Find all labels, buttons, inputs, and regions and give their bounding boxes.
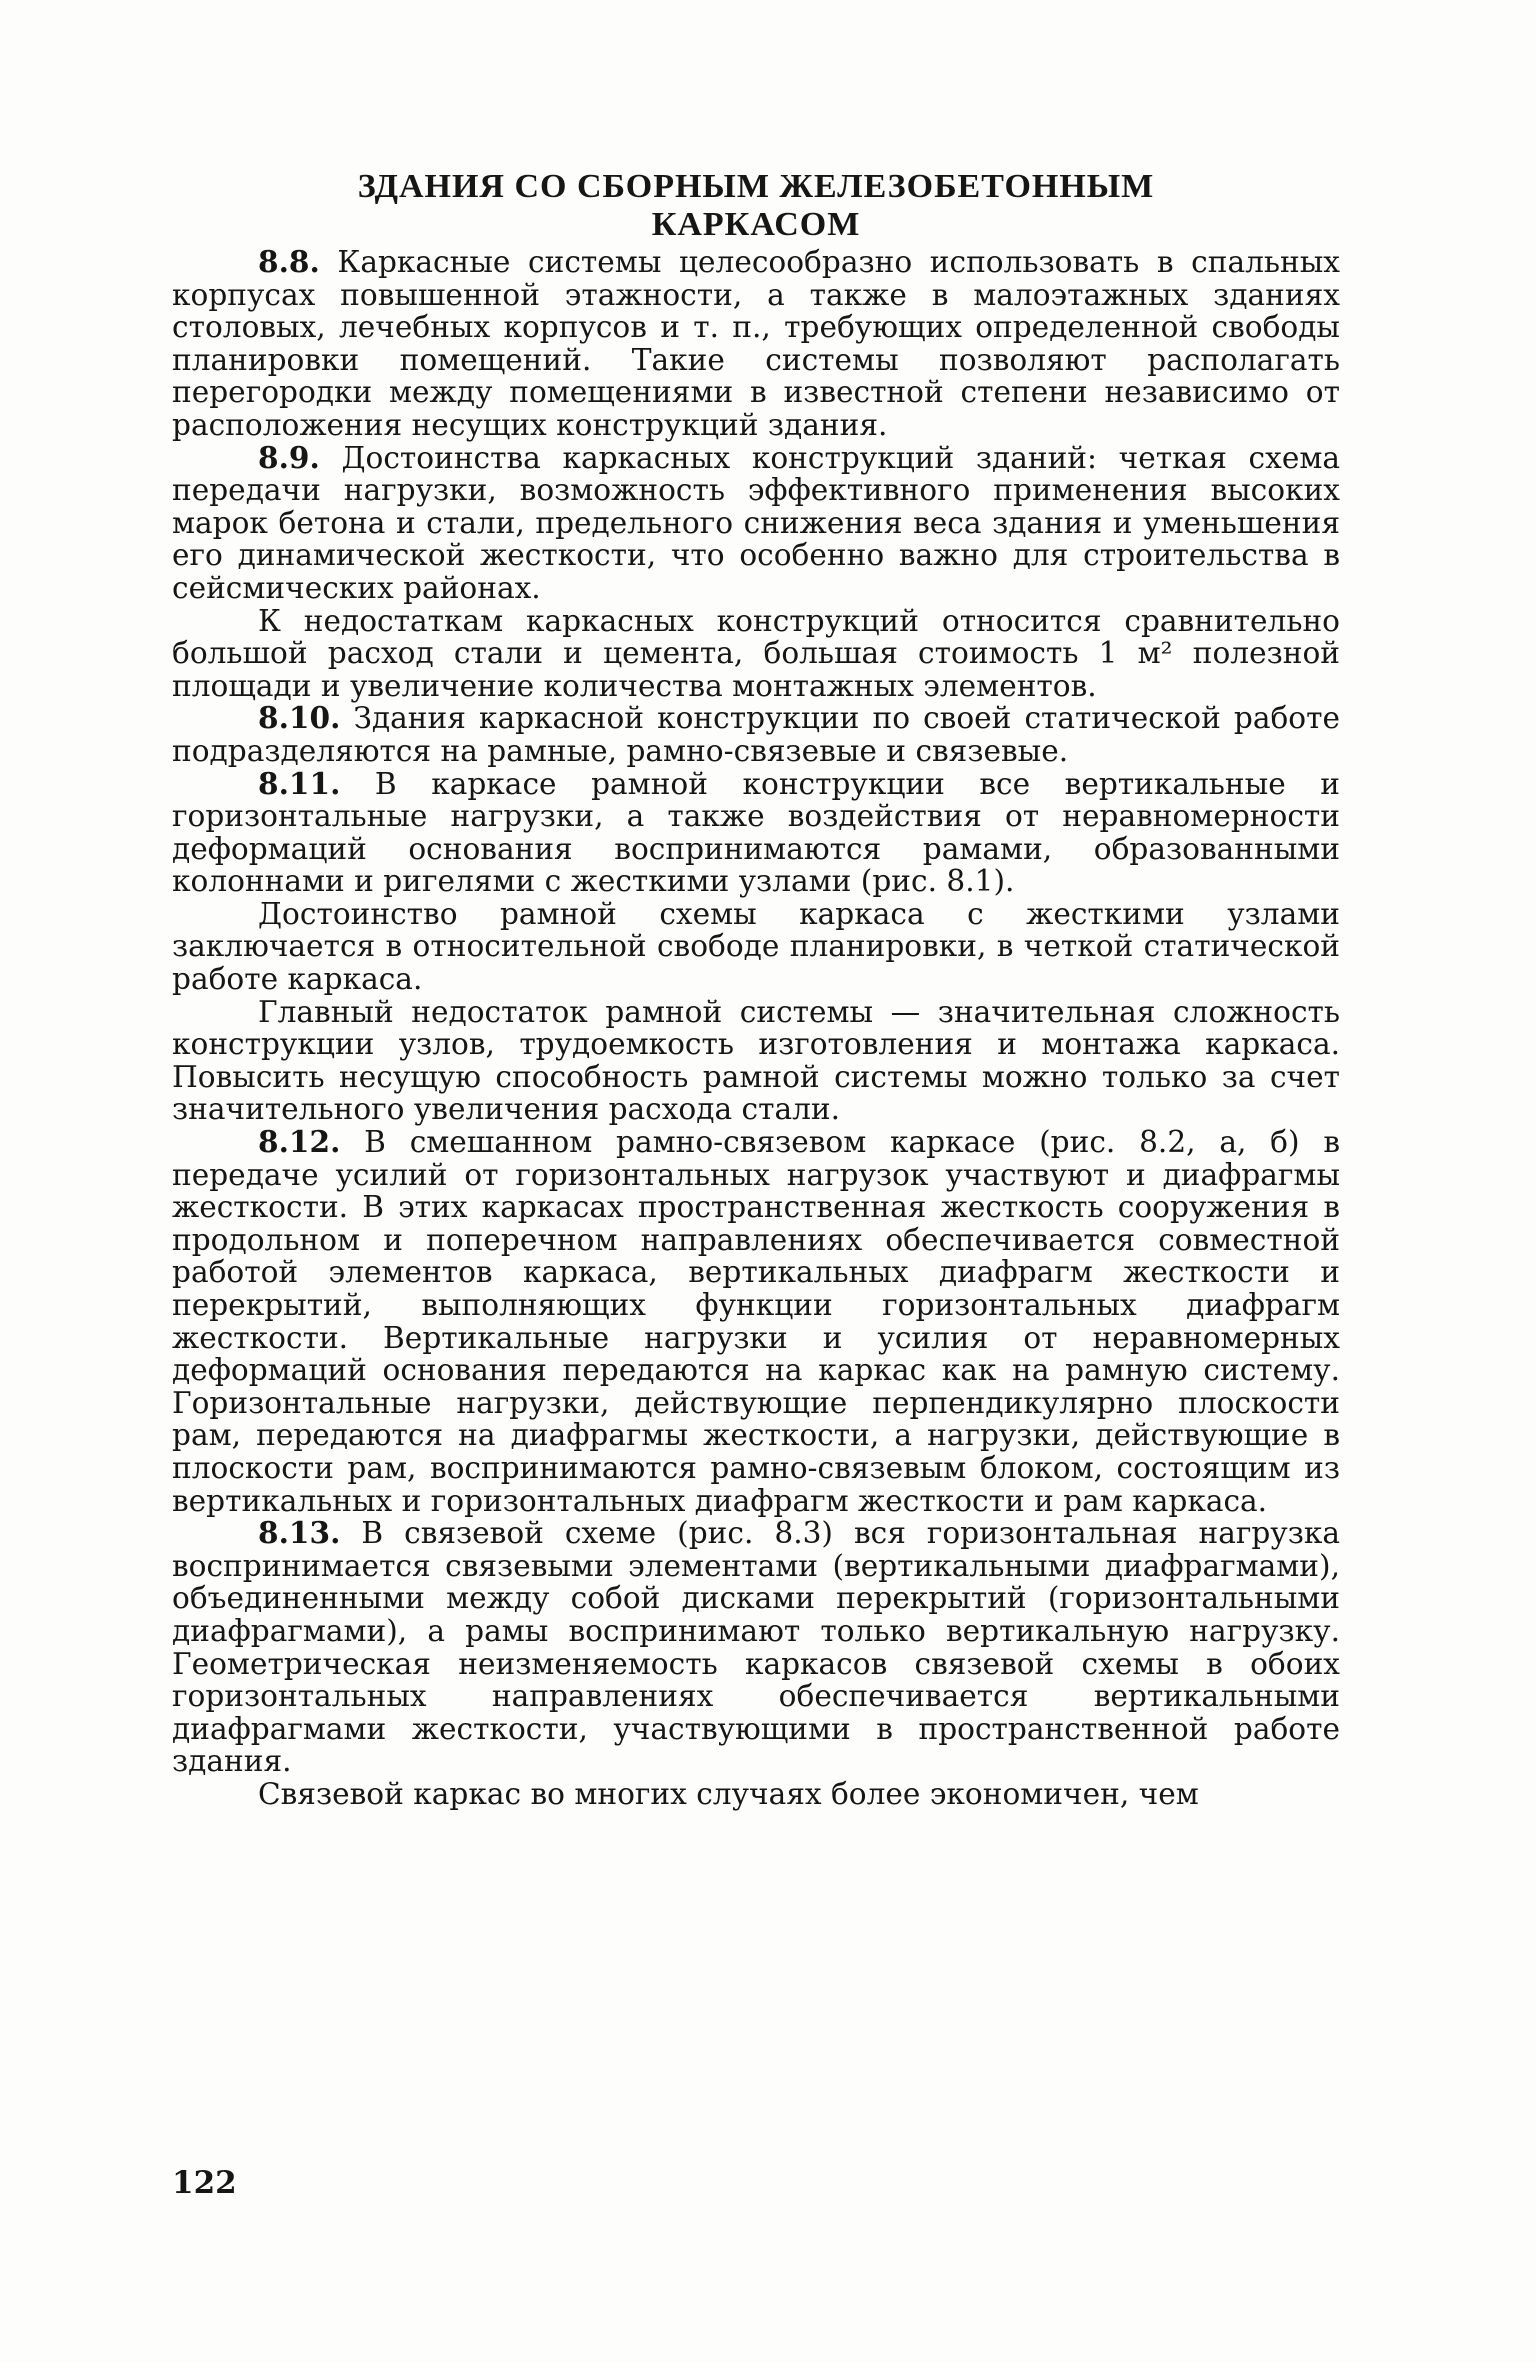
- paragraph-disadvantages: [172, 605, 1340, 703]
- paragraph-number: 8.10.: [258, 700, 341, 736]
- paragraph-number: 8.12.: [258, 1124, 341, 1160]
- paragraph-number: 8.13.: [258, 1515, 341, 1551]
- page-body: [172, 168, 1340, 1811]
- page-number: 122: [172, 2165, 237, 2201]
- paragraph-number: 8.11.: [258, 765, 341, 801]
- paragraph-number: 8.8.: [258, 244, 320, 279]
- section-title-line-2: КАРКАСОМ: [651, 206, 861, 243]
- paragraph-8-8: [172, 246, 1340, 442]
- paragraph-text: Главный недостаток рамной системы — значительная сложность конструкции узлов, трудоемкость изготовления и монтажа каркаса. Повысить несущую способность рамной системы можно только за счет значительного увеличения расхода стали.: [172, 994, 1340, 1127]
- paragraph-text: В связевой схеме (рис. 8.3) вся горизонтальная нагрузка воспринимается связевыми элементами (вертикальными диафрагмами), объединенными между собой дисками перекрытий (горизонтальными диафрагмами), а рамы воспринимают только вертикальную нагрузку. Геометрическая неизменяемость каркасов связевой схемы в обоих горизонтальных направлениях обеспечивается вертикальными диафрагмами жесткости, участвующими в пространственной работе здания.: [172, 1516, 1340, 1779]
- paragraph-text: В каркасе рамной конструкции все вертикальные и горизонтальные нагрузки, а также воздействия от неравномерности деформаций основания воспринимаются рамами, образованными колоннами и ригелями с жесткими узлами (рис. 8.1).: [172, 766, 1340, 899]
- paragraph-text: Здания каркасной конструкции по своей статической работе подразделяются на рамные, рамно-связевые и связевые.: [172, 701, 1340, 768]
- paragraph-text: Связевой каркас во многих случаях более экономичен, чем: [258, 1776, 1199, 1811]
- paragraph-frame-drawback: [172, 996, 1340, 1126]
- paragraph-frame-advantage: [172, 898, 1340, 996]
- paragraph-text: Каркасные системы целесообразно использовать в спальных корпусах повышенной этажности, а также в малоэтажных зданиях столовых, лечебных корпусов и т. п., требующих определенной свободы планировки помещений. Такие системы позволяют располагать перегородки между помещениями в известной степени независимо от расположения несущих конструкций здания.: [172, 245, 1340, 442]
- section-title: [172, 168, 1340, 244]
- paragraph-text: В смешанном рамно-связевом каркасе (рис. 8.2, а, б) в передаче усилий от горизонтальных нагрузок участвуют и диафрагмы жесткости. В этих каркасах пространственная жесткость сооружения в продольном и поперечном направлениях обеспечивается совместной работой элементов каркаса, вертикальных диафрагм жесткости и перекрытий, выполняющих функции горизонтальных диафрагм жесткости. Вертикальные нагрузки и усилия от неравномерных деформаций основания передаются на каркас как на рамную систему. Горизонтальные нагрузки, действующие перпендикулярно плоскости рам, передаются на диафрагмы жесткости, а нагрузки, действующие в плоскости рам, воспринимаются рамно-связевым блоком, состоящим из вертикальных и горизонтальных диафрагм жесткости и рам каркаса.: [172, 1125, 1340, 1518]
- paragraph-8-13: [172, 1517, 1340, 1778]
- paragraph-text: Достоинства каркасных конструкций зданий: четкая схема передачи нагрузки, возможность эффективного применения высоких марок бетона и стали, предельного снижения веса здания и уменьшения его динамической жесткости, что особенно важно для строительства в сейсмических районах.: [172, 440, 1340, 605]
- section-title-line-1: ЗДАНИЯ СО СБОРНЫМ ЖЕЛЕЗОБЕТОННЫМ: [357, 168, 1155, 205]
- paragraph-8-10: [172, 702, 1340, 767]
- paragraph-8-11: [172, 765, 1340, 899]
- paragraph-text: К недостаткам каркасных конструкций относится сравнительно большой расход стали и цемента, большая стоимость 1 м² полезной площади и увеличение количества монтажных элементов.: [172, 603, 1340, 703]
- paragraph-number: 8.9.: [258, 439, 320, 475]
- paragraph-text: Достоинство рамной схемы каркаса с жесткими узлами заключается в относительной свободе планировки, в четкой статической работе каркаса.: [172, 896, 1340, 997]
- paragraph-8-12: [172, 1126, 1340, 1517]
- paragraph-braced-frame: [172, 1778, 1340, 1811]
- paragraph-8-9: [172, 439, 1340, 605]
